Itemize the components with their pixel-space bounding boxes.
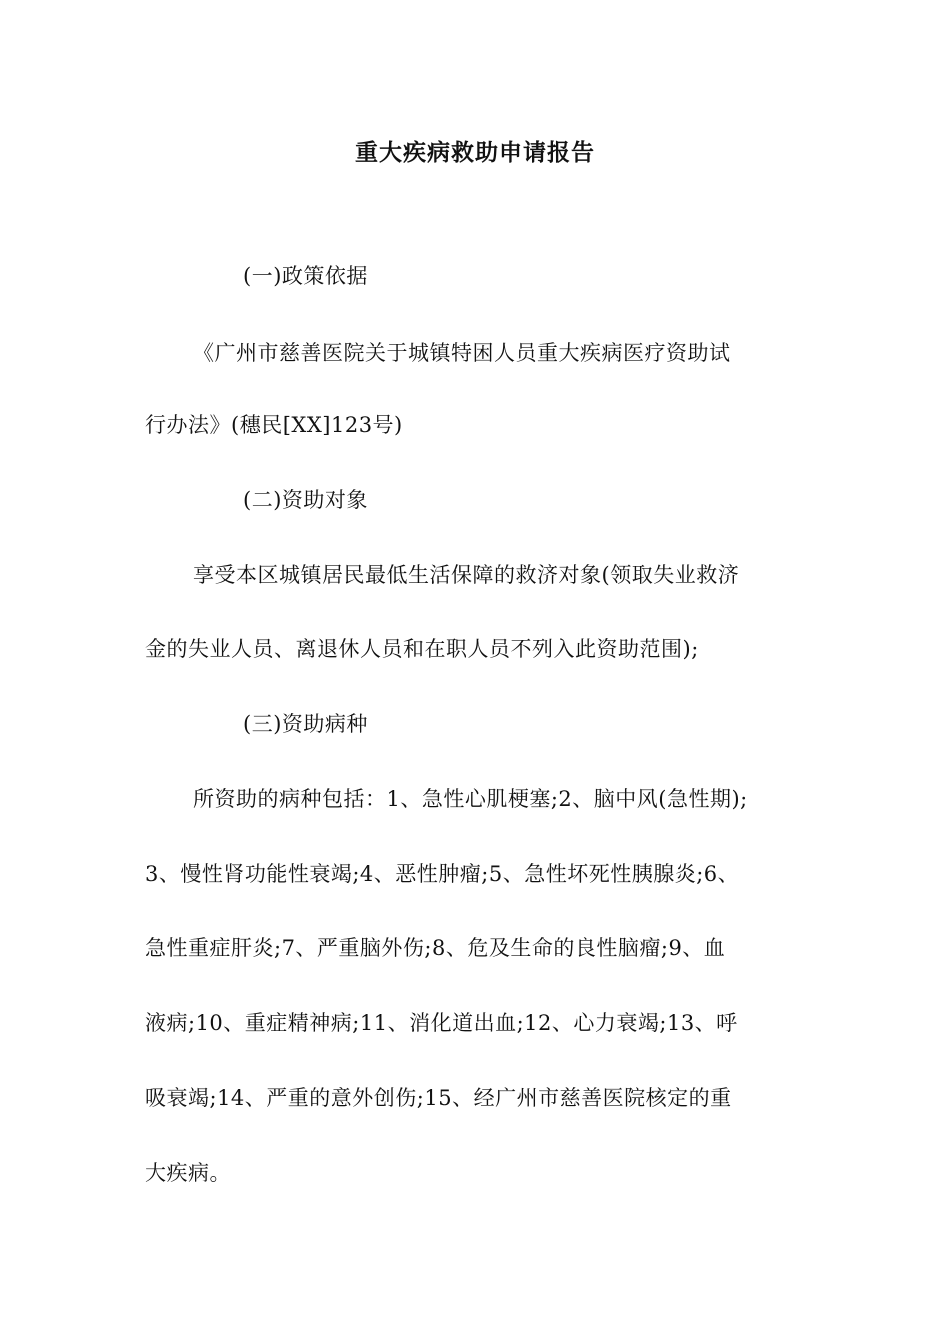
paragraph-line: 大疾病。 xyxy=(145,1161,231,1185)
paragraph-line: 享受本区城镇居民最低生活保障的救济对象(领取失业救济 xyxy=(193,563,740,587)
paragraph-line: 急性重症肝炎;7、严重脑外伤;8、危及生命的良性脑瘤;9、血 xyxy=(145,936,726,960)
paragraph-line: 3、慢性肾功能性衰竭;4、恶性肿瘤;5、急性坏死性胰腺炎;6、 xyxy=(145,862,740,886)
paragraph-line: 行办法》(穗民[XX]123号) xyxy=(145,413,403,437)
paragraph-line: 吸衰竭;14、严重的意外创伤;15、经广州市慈善医院核定的重 xyxy=(145,1086,732,1110)
section-heading-diseases: (三)资助病种 xyxy=(243,712,368,736)
paragraph-line: 液病;10、重症精神病;11、消化道出血;12、心力衰竭;13、呼 xyxy=(145,1011,738,1035)
section-heading-policy: (一)政策依据 xyxy=(243,264,368,288)
paragraph-line: 所资助的病种包括：1、急性心肌梗塞;2、脑中风(急性期); xyxy=(193,787,748,811)
section-heading-target: (二)资助对象 xyxy=(243,488,368,512)
paragraph-line: 金的失业人员、离退休人员和在职人员不列入此资助范围); xyxy=(145,637,699,661)
paragraph-line: 《广州市慈善医院关于城镇特困人员重大疾病医疗资助试 xyxy=(193,341,731,365)
page-title: 重大疾病救助申请报告 xyxy=(355,139,595,166)
